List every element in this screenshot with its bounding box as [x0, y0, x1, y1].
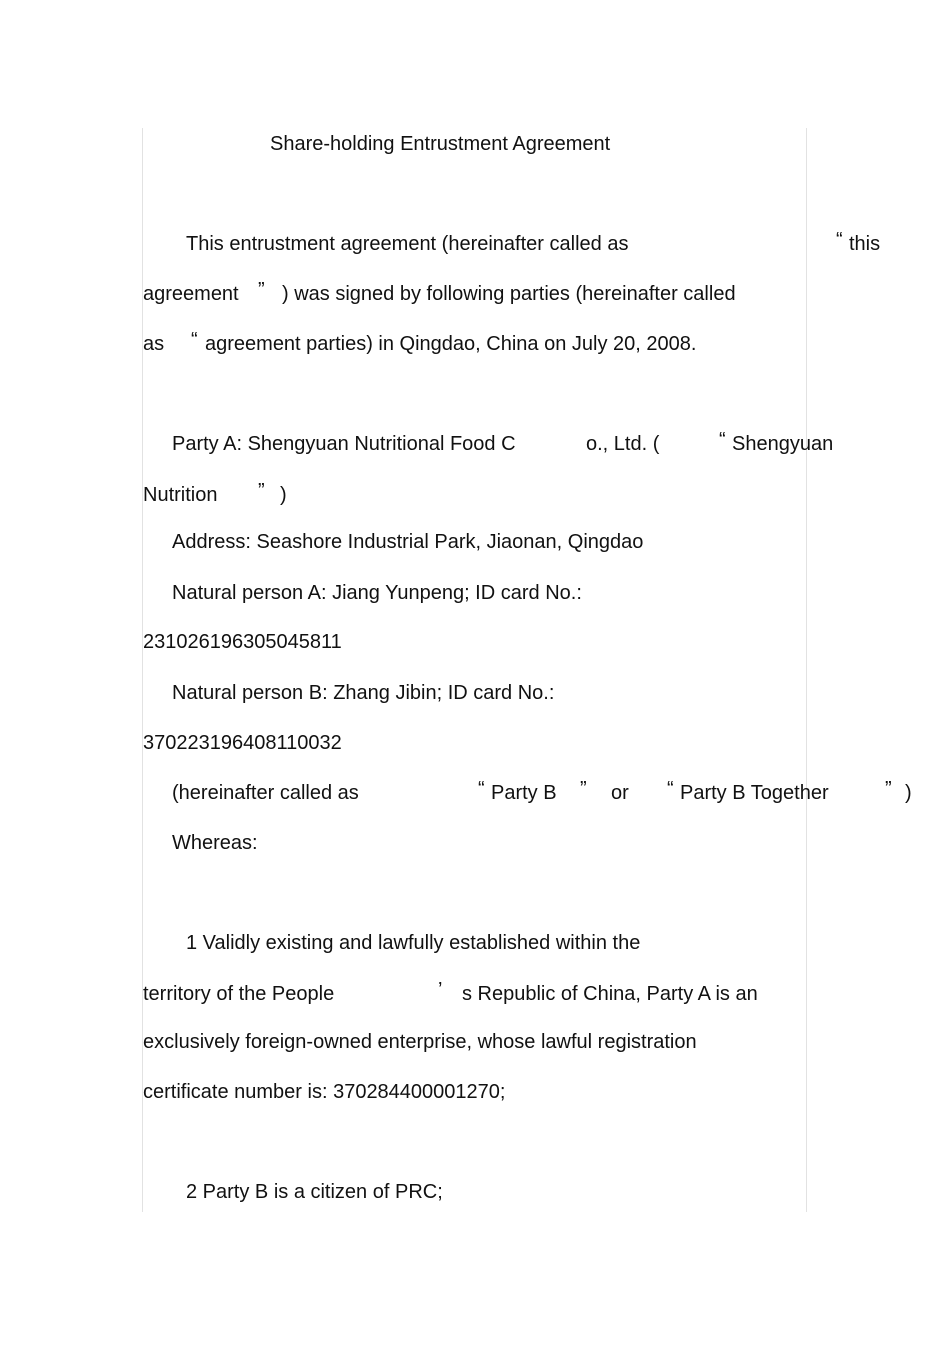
party-b-quote-2: ”: [580, 778, 587, 800]
whereas-heading: Whereas:: [172, 832, 258, 854]
clause-1-apostrophe: ’: [438, 979, 443, 1001]
clause-1-line-1: 1 Validly existing and lawfully established within the: [186, 932, 641, 954]
right-margin-rule: [806, 128, 807, 1212]
party-a-quote-open: “: [719, 429, 726, 451]
intro-text-2b: ) was signed by following parties (hereinafter called: [282, 283, 736, 305]
intro-quote-open: “: [836, 229, 843, 251]
party-b-quote-1: “: [478, 778, 485, 800]
clause-2-line-1: 2 Party B is a citizen of PRC;: [186, 1181, 443, 1203]
party-b-term: Party B: [491, 782, 557, 804]
person-a-id: 231026196305045811: [143, 631, 342, 653]
intro-text-3b: agreement parties) in Qingdao, China on July 20, 2008.: [205, 333, 697, 355]
party-b-quote-3: “: [667, 778, 674, 800]
intro-text-1a: This entrustment agreement (hereinafter called as: [186, 233, 629, 255]
clause-1-text-2b: s Republic of China, Party A is an: [462, 983, 758, 1005]
party-b-together-term: Party B Together: [680, 782, 829, 804]
person-b-id: 370223196408110032: [143, 732, 342, 754]
party-a-short-name-cont: Nutrition: [143, 484, 218, 506]
party-b-paren-close: ): [905, 782, 912, 804]
intro-quote-close: ”: [258, 279, 265, 301]
clause-1-line-4: certificate number is: 370284400001270;: [143, 1081, 506, 1103]
party-b-or: or: [611, 782, 629, 804]
party-a-name-cont: o., Ltd. (: [586, 433, 660, 455]
clause-1-line-3: exclusively foreign-owned enterprise, whose lawful registration: [143, 1031, 697, 1053]
intro-text-1b: this: [849, 233, 881, 255]
party-a-address: Address: Seashore Industrial Park, Jiaonan, Qingdao: [172, 531, 644, 553]
intro-text-3a: as: [143, 333, 165, 355]
intro-quote-open-2: “: [191, 329, 198, 351]
party-a-name: Party A: Shengyuan Nutritional Food C: [172, 433, 516, 455]
party-a-short-name: Shengyuan: [732, 433, 834, 455]
party-b-def-text: (hereinafter called as: [172, 782, 359, 804]
clause-1-text-2a: territory of the People: [143, 983, 335, 1005]
party-a-quote-close: ”: [258, 480, 265, 502]
document-title: Share-holding Entrustment Agreement: [270, 133, 611, 155]
party-a-paren-close: ): [280, 484, 287, 506]
party-b-quote-4: ”: [885, 778, 892, 800]
person-a-label: Natural person A: Jiang Yunpeng; ID card No.:: [172, 582, 582, 604]
person-b-label: Natural person B: Zhang Jibin; ID card No.:: [172, 682, 555, 704]
intro-text-2a: agreement: [143, 283, 239, 305]
